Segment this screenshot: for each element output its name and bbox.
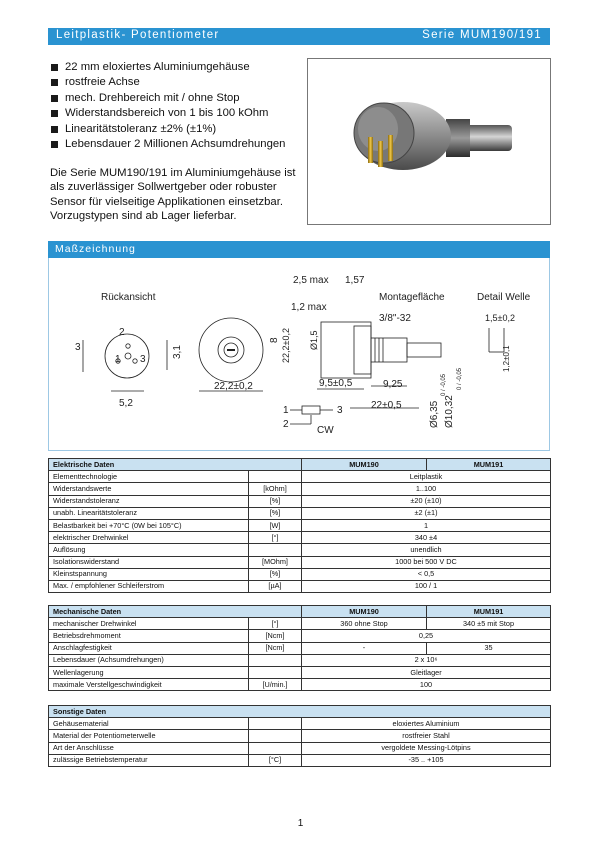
dim-d6-35: Ø6,35 <box>429 400 440 428</box>
pin-label-2: 2 <box>119 327 125 338</box>
table-row: unabh. Linearitätstoleranz [%] ±2 (±1) <box>49 507 551 519</box>
table-title: Mechanische Daten <box>49 606 302 618</box>
schematic-pin-1: 1 <box>283 405 289 416</box>
shaft-detail-label: Detail Welle <box>477 292 531 303</box>
table-row: Betriebsdrehmoment [Ncm] 0,25 <box>49 630 551 642</box>
dim-thread: 3/8"-32 <box>379 313 411 324</box>
table-row: Anschlagfestigkeit [Ncm] - 35 <box>49 642 551 654</box>
bullet-square-icon <box>51 95 58 102</box>
table-row: Max. / empfohlener Schleiferstrom [µA] 100 / 1 <box>49 580 551 592</box>
rear-view-label: Rückansicht <box>101 292 156 303</box>
table-title: Elektrische Daten <box>49 459 302 471</box>
bullet-square-icon <box>51 110 58 117</box>
table-title: Sonstige Daten <box>49 706 551 718</box>
shaft <box>466 125 512 151</box>
schematic-pin-3: 3 <box>337 405 343 416</box>
housing-side <box>321 322 371 378</box>
table-row: Gehäusematerial eloxiertes Aluminium <box>49 718 551 730</box>
table-row: Elementtechnologie Leitplastik <box>49 471 551 483</box>
dim-22-2-vertical: 22,2±0,2 <box>281 328 291 363</box>
dim-d10-32: Ø10,32 <box>444 395 455 428</box>
dim-5-2: 5,2 <box>119 398 133 409</box>
dim-3: 3 <box>75 342 81 353</box>
dim-d10-32-tolerance: 0 / -0,05 <box>457 367 463 390</box>
solder-pin <box>368 137 373 163</box>
bushing-side <box>371 338 407 362</box>
electrical-data-table <box>48 458 551 593</box>
other-data-table <box>48 705 551 767</box>
feature-item: Lebensdauer 2 Millionen Achsumdrehungen <box>50 137 285 152</box>
table-header-row <box>49 606 551 618</box>
pin-hole <box>133 359 137 363</box>
dim-2-5-max: 2,5 max <box>293 275 329 286</box>
dim-1-2-0-1: 1,2±0,1 <box>502 345 511 372</box>
dim-9-5: 9,5±0,5 <box>319 378 353 389</box>
table-row: elektrischer Drehwinkel [°] 340 ±4 <box>49 532 551 544</box>
dim-1-57: 1,57 <box>345 275 365 286</box>
feature-item: Widerstandsbereich von 1 bis 100 kOhm <box>50 106 285 121</box>
table-header-row <box>49 706 551 718</box>
bullet-square-icon <box>51 64 58 71</box>
column-header: MUM190 <box>302 459 427 471</box>
bullet-square-icon <box>51 141 58 148</box>
pin-label-1: 1 <box>115 354 121 365</box>
dimension-drawing <box>48 258 550 451</box>
mounting-surface-label: Montagefläche <box>379 292 445 303</box>
dim-1-5-0-2: 1,5±0,2 <box>485 313 515 323</box>
dim-d6-35-tolerance: 0 / -0,05 <box>441 373 447 396</box>
shaft-side <box>407 343 441 357</box>
column-header: MUM191 <box>427 459 551 471</box>
table-header-row <box>49 459 551 471</box>
mechanical-data-table <box>48 605 551 691</box>
column-header: MUM191 <box>427 606 551 618</box>
resistor-symbol <box>302 406 320 414</box>
drawing-header: Maßzeichnung <box>48 241 550 258</box>
table-row: zulässige Betriebstemperatur [°C] -35 .. +105 <box>49 754 551 766</box>
bullet-square-icon <box>51 79 58 86</box>
potentiometer-illustration <box>308 59 550 224</box>
dim-3-1: 3,1 <box>172 345 183 359</box>
solder-pin <box>388 135 393 161</box>
pin-hole <box>126 344 130 348</box>
dim-8: 8 <box>269 337 280 343</box>
cw-label: CW <box>317 425 334 436</box>
page-number: 1 <box>297 818 304 829</box>
document-title: Leitplastik- Potentiometer <box>56 29 220 41</box>
table-row: Kleinstspannung [%] < 0,5 <box>49 568 551 580</box>
table-row: Art der Anschlüsse vergoldete Messing-Lötpins <box>49 742 551 754</box>
bullet-square-icon <box>51 126 58 133</box>
feature-item: Linearitätstoleranz ±2% (±1%) <box>50 122 285 137</box>
housing-side-back <box>354 326 371 374</box>
table-row: Isolationswiderstand [MOhm] 1000 bei 500 V DC <box>49 556 551 568</box>
table-row: maximale Verstellgeschwindigkeit [U/min.] 100 <box>49 679 551 691</box>
dim-22: 22±0,5 <box>371 400 402 411</box>
feature-list <box>50 60 285 152</box>
table-row: Auflösung unendlich <box>49 544 551 556</box>
column-header: MUM190 <box>302 606 427 618</box>
intro-paragraph: Die Serie MUM190/191 im Aluminiumgehäuse ist als zuverlässiger Sollwertgeber oder robuster Sensor für vielseitige Applikationen einsetzbar. Vorzugstypen sind ab Lager lieferbar. <box>50 167 296 223</box>
dimension-drawing-svg <box>49 258 549 450</box>
table-row: Wellenlagerung Gleitlager <box>49 666 551 678</box>
schematic-pin-2: 2 <box>283 419 289 430</box>
table-row: Material der Potentiometerwelle rostfreier Stahl <box>49 730 551 742</box>
feature-item: 22 mm eloxiertes Aluminiumgehäuse <box>50 60 285 75</box>
table-row: Widerstandswerte [kOhm] 1..100 <box>49 483 551 495</box>
table-row: mechanischer Drehwinkel [°] 360 ohne Stop 340 ±5 mit Stop <box>49 618 551 630</box>
dim-9-25: 9,25 <box>383 379 403 390</box>
solder-pin <box>378 141 383 167</box>
pin-label-3: 3 <box>140 354 146 365</box>
dim-d1-5: Ø1,5 <box>309 330 319 350</box>
product-photo <box>307 58 551 225</box>
table-row: Widerstandstoleranz [%] ±20 (±10) <box>49 495 551 507</box>
dim-22-2: 22,2±0,2 <box>214 381 253 392</box>
header-bar <box>48 28 550 45</box>
center-hole <box>125 353 131 359</box>
table-row: Belastbarkeit bei +70°C (0W bei 105°C) [W] 1 <box>49 519 551 531</box>
dim-1-2-max: 1,2 max <box>291 302 327 313</box>
table-row: Lebensdauer (Achsumdrehungen) 2 x 10⁶ <box>49 654 551 666</box>
feature-item: rostfreie Achse <box>50 75 285 90</box>
feature-item: mech. Drehbereich mit / ohne Stop <box>50 91 285 106</box>
series-title: Serie MUM190/191 <box>422 29 542 41</box>
